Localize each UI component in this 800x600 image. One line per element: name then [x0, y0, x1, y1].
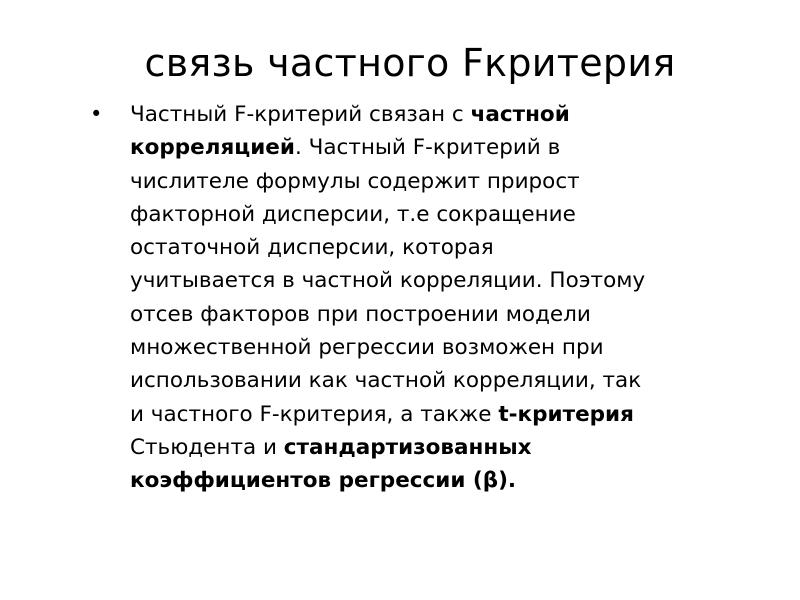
text-segment: остаточной дисперсии, которая — [130, 235, 494, 261]
bold-text-segment: стандартизованных — [283, 434, 532, 460]
bold-text-segment: t-критерия — [498, 401, 634, 427]
text-segment: и частного F-критерия, а также — [130, 401, 499, 427]
bullet-icon: • — [90, 102, 103, 126]
paragraph-line — [130, 464, 730, 497]
paragraph-line — [130, 431, 730, 464]
paragraph-line — [130, 165, 730, 198]
bullet-item — [90, 98, 730, 498]
text-segment: множественной регрессии возможен при — [130, 335, 604, 361]
bold-text-segment: корреляцией — [130, 135, 295, 161]
bold-text-segment: коэффициентов регрессии (β). — [130, 468, 517, 494]
paragraph-line — [130, 331, 730, 364]
paragraph-line — [130, 298, 730, 331]
text-segment: числителе формулы содержит прирост — [130, 168, 580, 194]
text-segment: Стьюдента и — [130, 434, 284, 460]
paragraph-line — [130, 98, 730, 131]
paragraph-line — [130, 131, 730, 164]
text-segment: отсев факторов при построении модели — [130, 301, 591, 327]
paragraph-line — [130, 264, 730, 297]
paragraph-line — [130, 398, 730, 431]
bold-text-segment: частной — [470, 102, 570, 127]
text-segment: факторной дисперсии, т.е сокращение — [130, 201, 576, 227]
slide-content — [90, 98, 730, 498]
paragraph-line — [130, 198, 730, 231]
text-segment: Частный F-критерий связан с — [130, 102, 471, 127]
text-segment: использовании как частной корреляции, так — [130, 368, 642, 394]
slide-title: связь частного Fкритерия — [144, 41, 676, 85]
paragraph-line — [130, 364, 730, 397]
text-segment: учитывается в частной корреляции. Поэтому — [130, 268, 646, 294]
text-segment: . Частный F-критерий в — [294, 135, 561, 161]
paragraph-line — [130, 231, 730, 264]
bullet-paragraph — [130, 98, 730, 498]
